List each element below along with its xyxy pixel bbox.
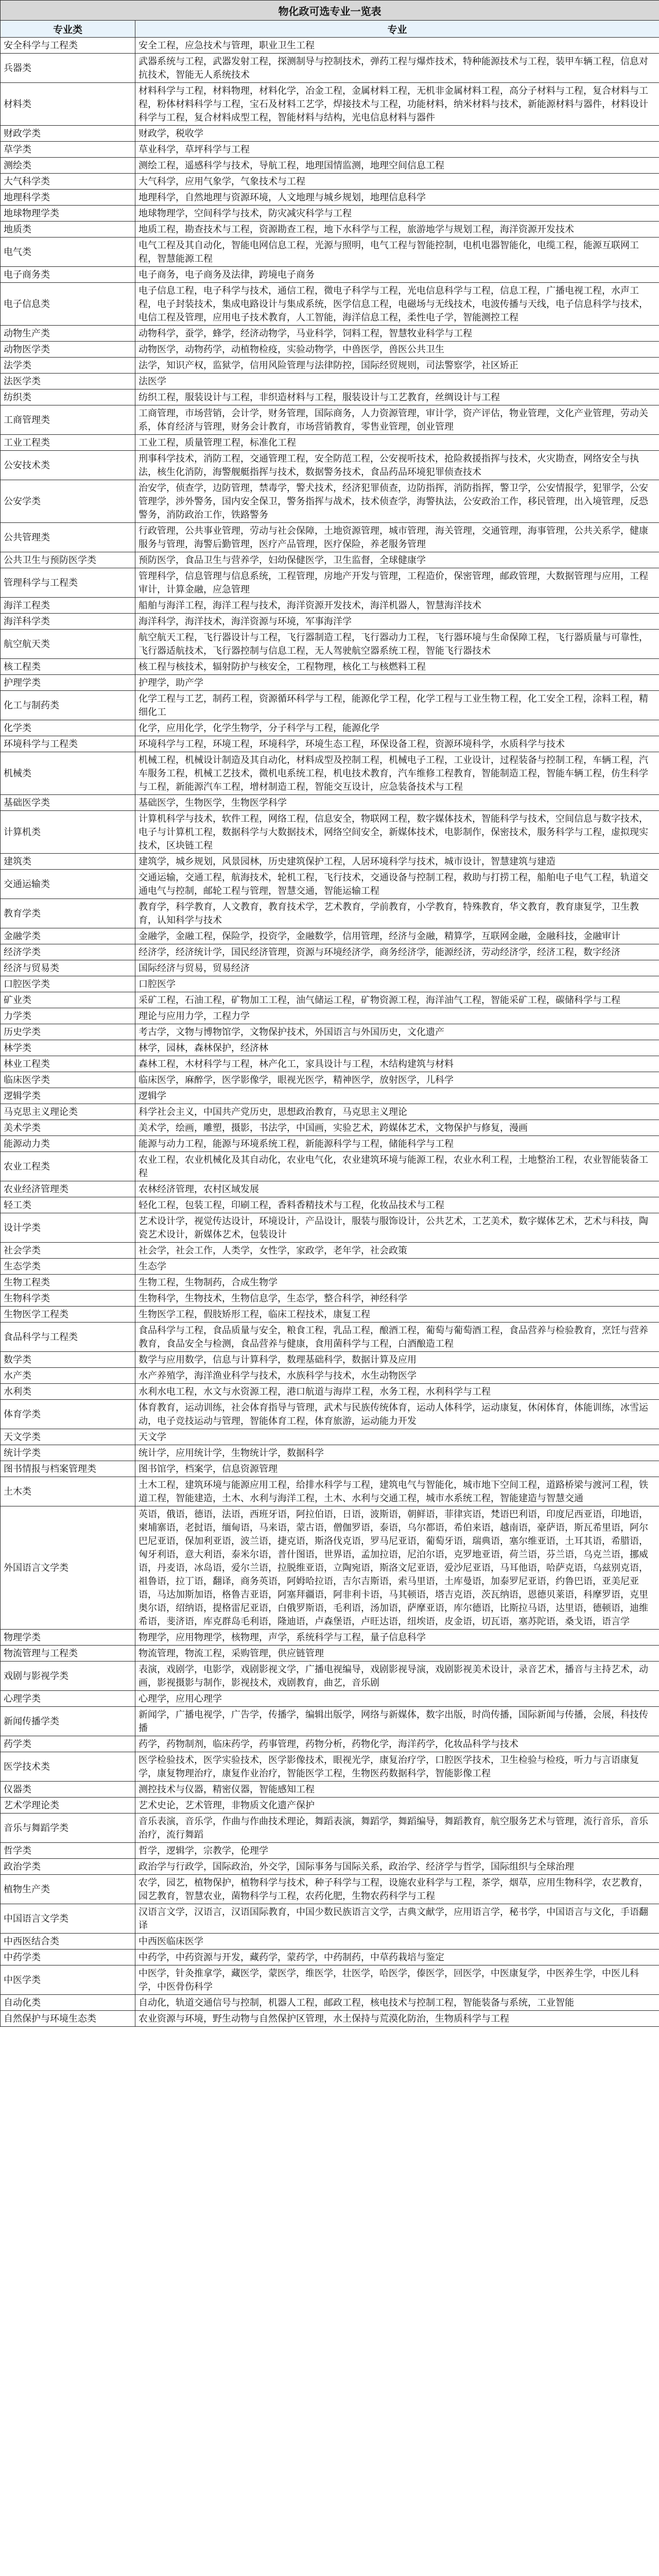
majors-cell: 机械工程，机械设计制造及其自动化，材料成型及控制工程，机械电子工程，工业设计，过程装备与控制工程，车辆工程，汽车服务工程，机械工艺技术，微机电系统工程，机电技术教育，汽车维修工程教育，智能制造工程，智能车辆工程，仿生科学与工程，新能源汽车工程，增材制造工程，智能交互设计，应急装备技术与工程 (135, 752, 659, 795)
majors-cell: 国际经济与贸易，贸易经济 (135, 960, 659, 976)
majors-cell: 财政学，税收学 (135, 126, 659, 142)
table-row (1, 451, 659, 480)
majors-cell: 环境科学与工程，环境工程，环境科学，环境生态工程，环保设备工程，资源环境科学，水质科学与技术 (135, 736, 659, 752)
table-row (1, 126, 659, 142)
category-cell: 地球物理学类 (1, 206, 135, 222)
majors-cell: 计算机科学与技术，软件工程，网络工程，信息安全，物联网工程，数字媒体技术，智能科学与技术，空间信息与数字技术，电子与计算机工程，数据科学与大数据技术，网络空间安全，新媒体技术，电影制作，保密技术，服务科学与工程，虚拟现实技术，区块链工程 (135, 811, 659, 854)
majors-cell: 农林经济管理，农村区域发展 (135, 1181, 659, 1197)
category-cell: 政治学类 (1, 1859, 135, 1875)
majors-cell: 治安学，侦查学，边防管理，禁毒学，警犬技术，经济犯罪侦查，边防指挥，消防指挥，警卫学，公安情报学，犯罪学，公安管理学，涉外警务，国内安全保卫，警务指挥与战术，技术侦查学，海警执法，公安政治工作，移民管理，出入境管理，反恐警务，消防政治工作，铁路警务 (135, 480, 659, 523)
majors-cell: 法学，知识产权，监狱学，信用风险管理与法律防控，国际经贸规则，司法警察学，社区矫正 (135, 358, 659, 374)
table-row (1, 1008, 659, 1024)
table-row (1, 1707, 659, 1736)
table-body (1, 38, 659, 2027)
majors-cell: 行政管理，公共事业管理，劳动与社会保障，土地资源管理，城市管理，海关管理，交通管理，海事管理，公共关系学，健康服务与管理，海警后勤管理，医疗产品管理，医疗保险，养老服务管理 (135, 523, 659, 552)
category-cell: 经济与贸易类 (1, 960, 135, 976)
header-row (1, 21, 659, 38)
category-cell: 社会学类 (1, 1243, 135, 1259)
table-row (1, 736, 659, 752)
table-row (1, 158, 659, 174)
category-cell: 临床医学类 (1, 1072, 135, 1088)
majors-cell: 中西医临床医学 (135, 1934, 659, 1950)
table-title: 物化政可选专业一览表 (1, 1, 659, 21)
majors-cell: 中医学，针灸推拿学，藏医学，蒙医学，维医学，壮医学，哈医学，傣医学，回医学，中医康复学，中医养生学，中医儿科学，中医骨伤科学 (135, 1965, 659, 1995)
table-row (1, 870, 659, 899)
majors-cell: 生物工程，生物制药，合成生物学 (135, 1275, 659, 1291)
category-cell: 逻辑学类 (1, 1088, 135, 1104)
majors-cell: 护理学，助产学 (135, 675, 659, 691)
table-row (1, 174, 659, 190)
category-cell: 农业工程类 (1, 1152, 135, 1181)
majors-cell: 化学，应用化学，化学生物学，分子科学与工程，能源化学 (135, 720, 659, 736)
majors-cell: 地质工程，勘查技术与工程，资源勘查工程，地下水科学与工程，旅游地学与规划工程，海洋资源开发技术 (135, 222, 659, 238)
header-category: 专业类 (1, 21, 135, 38)
majors-cell: 心理学，应用心理学 (135, 1691, 659, 1707)
table-row (1, 1243, 659, 1259)
majors-cell: 动物科学，蚕学，蜂学，经济动物学，马业科学，饲料工程，智慧牧业科学与工程 (135, 326, 659, 342)
category-cell: 电子商务类 (1, 267, 135, 283)
majors-cell: 地理科学，自然地理与资源环境，人文地理与城乡规划，地理信息科学 (135, 190, 659, 206)
majors-cell: 经济学，经济统计学，国民经济管理，资源与环境经济学，商务经济学，能源经济，劳动经济学，经济工程，数字经济 (135, 944, 659, 960)
table-row (1, 1934, 659, 1950)
category-cell: 自然保护与环境生态类 (1, 2011, 135, 2027)
table-row (1, 811, 659, 854)
table-row (1, 1323, 659, 1352)
table-row (1, 1662, 659, 1691)
category-cell: 仪器类 (1, 1782, 135, 1798)
table-row (1, 944, 659, 960)
category-cell: 设计学类 (1, 1213, 135, 1243)
majors-cell: 林学，园林，森林保护，经济林 (135, 1040, 659, 1056)
majors-cell: 美术学，绘画，雕塑，摄影，书法学，中国画，实验艺术，跨媒体艺术，文物保护与修复，漫画 (135, 1120, 659, 1136)
category-cell: 能源动力类 (1, 1136, 135, 1152)
majors-cell: 政治学与行政学，国际政治，外交学，国际事务与国际关系，政治学、经济学与哲学，国际组织与全球治理 (135, 1859, 659, 1875)
table-row (1, 752, 659, 795)
table-row (1, 54, 659, 83)
majors-cell: 化学工程与工艺，制药工程，资源循环科学与工程，能源化学工程，化学工程与工业生物工程，化工安全工程，涂料工程，精细化工 (135, 691, 659, 720)
majors-cell: 船舶与海洋工程，海洋工程与技术，海洋资源开发技术，海洋机器人，智慧海洋技术 (135, 598, 659, 614)
table-row (1, 1965, 659, 1995)
table-row (1, 1782, 659, 1798)
majors-cell: 表演，戏剧学，电影学，戏剧影视文学，广播电视编导，戏剧影视导演，戏剧影视美术设计，录音艺术，播音与主持艺术，动画，影视摄影与制作，影视技术，戏剧教育，曲艺，音乐剧 (135, 1662, 659, 1691)
majors-cell: 数学与应用数学，信息与计算科学，数理基础科学，数据计算及应用 (135, 1352, 659, 1368)
majors-cell: 汉语言文学，汉语言，汉语国际教育，中国少数民族语言文学，古典文献学，应用语言学，秘书学，中国语言与文化，手语翻译 (135, 1904, 659, 1934)
table-row (1, 1477, 659, 1506)
majors-cell: 建筑学，城乡规划，风景园林，历史建筑保护工程，人居环境科学与技术，城市设计，智慧建筑与建造 (135, 854, 659, 870)
majors-cell: 自动化，轨道交通信号与控制，机器人工程，邮政工程，核电技术与控制工程，智能装备与系统，工业智能 (135, 1995, 659, 2011)
table-row (1, 1904, 659, 1934)
category-cell: 财政学类 (1, 126, 135, 142)
category-cell: 心理学类 (1, 1691, 135, 1707)
majors-cell: 草业科学，草坪科学与工程 (135, 142, 659, 158)
category-cell: 海洋工程类 (1, 598, 135, 614)
table-row (1, 960, 659, 976)
category-cell: 轻工类 (1, 1197, 135, 1213)
majors-cell: 口腔医学 (135, 976, 659, 992)
majors-cell: 英语，俄语，德语，法语，西班牙语，阿拉伯语，日语，波斯语，朝鲜语，菲律宾语，梵语巴利语，印度尼西亚语，印地语，柬埔寨语，老挝语，缅甸语，马来语，蒙古语，僧伽罗语，泰语，乌尔都语，希伯来语，越南语，豪萨语，斯瓦希里语，阿尔巴尼亚语，保加利亚语，波兰语，捷克语，斯洛伐克语，罗马尼亚语，葡萄牙语，瑞典语，塞尔维亚语，土耳其语，希腊语，匈牙利语，意大利语，泰米尔语，普什图语，世界语，孟加拉语，尼泊尔语，克罗地亚语，荷兰语，芬兰语，乌克兰语，挪威语，丹麦语，冰岛语，爱尔兰语，拉脱维亚语，立陶宛语，斯洛文尼亚语，爱沙尼亚语，马耳他语，哈萨克语，乌兹别克语，祖鲁语，拉丁语，翻译，商务英语，阿姆哈拉语，吉尔吉斯语，索马里语，土库曼语，加泰罗尼亚语，约鲁巴语，亚美尼亚语，马达加斯加语，格鲁吉亚语，阿塞拜疆语，阿非利卡语，马其顿语，塔吉克语，茨瓦纳语，恩德贝莱语，科摩罗语，克里奥尔语，绍纳语，提格雷尼亚语，白俄罗斯语，毛利语，汤加语，萨摩亚语，库尔德语，比斯拉马语，达里语，德顿语，迪维希语，斐济语，库克群岛毛利语，隆迪语，卢森堡语，卢旺达语，纽埃语，皮金语，切瓦语，塞苏陀语，桑戈语，语言学 (135, 1506, 659, 1630)
title-row (1, 1, 659, 21)
table-row (1, 1120, 659, 1136)
category-cell: 口腔医学类 (1, 976, 135, 992)
category-cell: 公安技术类 (1, 451, 135, 480)
category-cell: 生物工程类 (1, 1275, 135, 1291)
category-cell: 护理学类 (1, 675, 135, 691)
majors-cell: 森林工程，木材科学与工程，林产化工，家具设计与工程，木结构建筑与材料 (135, 1056, 659, 1072)
table-row (1, 1859, 659, 1875)
category-cell: 计算机类 (1, 811, 135, 854)
majors-cell: 生态学 (135, 1259, 659, 1275)
category-cell: 大气科学类 (1, 174, 135, 190)
table-row (1, 1197, 659, 1213)
table-row (1, 552, 659, 568)
category-cell: 兵器类 (1, 54, 135, 83)
category-cell: 地理科学类 (1, 190, 135, 206)
category-cell: 生态学类 (1, 1259, 135, 1275)
majors-cell: 逻辑学 (135, 1088, 659, 1104)
category-cell: 物理学类 (1, 1630, 135, 1646)
majors-cell: 基础医学，生物医学，生物医学科学 (135, 795, 659, 811)
majors-cell: 农学，园艺，植物保护，植物科学与技术，种子科学与工程，设施农业科学与工程，茶学，烟草，应用生物科学，农艺教育，园艺教育，智慧农业，菌物科学与工程，农药化肥，生物农药科学与工程 (135, 1875, 659, 1904)
majors-cell: 哲学，逻辑学，宗教学，伦理学 (135, 1843, 659, 1859)
category-cell: 法学类 (1, 358, 135, 374)
category-cell: 医学技术类 (1, 1752, 135, 1782)
majors-cell: 刑事科学技术，消防工程，交通管理工程，安全防范工程，公安视听技术，抢险救援指挥与技术，火灾勘查，网络安全与执法，核生化消防，海警舰艇指挥与技术，数据警务技术，食品药品环境犯罪侦查技术 (135, 451, 659, 480)
table-row (1, 568, 659, 598)
table-row (1, 83, 659, 126)
table-row (1, 1056, 659, 1072)
table-row (1, 1400, 659, 1429)
table-row (1, 1445, 659, 1461)
category-cell: 戏剧与影视学类 (1, 1662, 135, 1691)
category-cell: 中国语言文学类 (1, 1904, 135, 1934)
table-row (1, 238, 659, 267)
category-cell: 美术学类 (1, 1120, 135, 1136)
table-row (1, 523, 659, 552)
table-row (1, 1291, 659, 1307)
table-row (1, 854, 659, 870)
majors-cell: 测绘工程，遥感科学与技术，导航工程，地理国情监测，地理空间信息工程 (135, 158, 659, 174)
table-row (1, 1136, 659, 1152)
category-cell: 地质类 (1, 222, 135, 238)
table-row (1, 1506, 659, 1630)
category-cell: 金融学类 (1, 928, 135, 944)
majors-cell: 艺术设计学，视觉传达设计，环境设计，产品设计，服装与服饰设计，公共艺术，工艺美术，数字媒体艺术，艺术与科技，陶瓷艺术设计，新媒体艺术，包装设计 (135, 1213, 659, 1243)
table-row (1, 1259, 659, 1275)
category-cell: 建筑类 (1, 854, 135, 870)
majors-cell: 电子商务，电子商务及法律，跨境电子商务 (135, 267, 659, 283)
table-row (1, 1072, 659, 1088)
majors-cell: 考古学，文物与博物馆学，文物保护技术，外国语言与外国历史，文化遗产 (135, 1024, 659, 1040)
category-cell: 土木类 (1, 1477, 135, 1506)
table-row (1, 1152, 659, 1181)
table-row (1, 1384, 659, 1400)
majors-cell: 能源与动力工程，能源与环境系统工程，新能源科学与工程，储能科学与工程 (135, 1136, 659, 1152)
category-cell: 动物医学类 (1, 342, 135, 358)
majors-cell: 安全工程，应急技术与管理，职业卫生工程 (135, 38, 659, 54)
category-cell: 电子信息类 (1, 283, 135, 326)
majors-cell: 临床医学，麻醉学，医学影像学，眼视光医学，精神医学，放射医学，儿科学 (135, 1072, 659, 1088)
category-cell: 经济学类 (1, 944, 135, 960)
majors-cell: 新闻学，广播电视学，广告学，传播学，编辑出版学，网络与新媒体，数字出版，时尚传播，国际新闻与传播，会展，科技传播 (135, 1707, 659, 1736)
table-row (1, 1736, 659, 1752)
majors-cell: 管理科学，信息管理与信息系统，工程管理，房地产开发与管理，工程造价，保密管理，邮政管理，大数据管理与应用，工程审计，计算金融，应急管理 (135, 568, 659, 598)
majors-cell: 音乐表演，音乐学，作曲与作曲技术理论，舞蹈表演，舞蹈学，舞蹈编导，舞蹈教育，航空服务艺术与管理，流行音乐，音乐治疗，流行舞蹈 (135, 1814, 659, 1843)
table-row (1, 1995, 659, 2011)
table-row (1, 326, 659, 342)
category-cell: 电气类 (1, 238, 135, 267)
category-cell: 化工与制药类 (1, 691, 135, 720)
category-cell: 力学类 (1, 1008, 135, 1024)
table-row (1, 691, 659, 720)
category-cell: 农业经济管理类 (1, 1181, 135, 1197)
majors-cell: 统计学，应用统计学，生物统计学，数据科学 (135, 1445, 659, 1461)
category-cell: 新闻传播学类 (1, 1707, 135, 1736)
table-row (1, 1752, 659, 1782)
category-cell: 艺术学理论类 (1, 1798, 135, 1814)
category-cell: 法医学类 (1, 374, 135, 389)
category-cell: 食品科学与工程类 (1, 1323, 135, 1352)
table-row (1, 435, 659, 451)
category-cell: 体育学类 (1, 1400, 135, 1429)
table-row (1, 1630, 659, 1646)
majors-cell: 物流管理，物流工程，采购管理，供应链管理 (135, 1646, 659, 1662)
majors-cell: 食品科学与工程，食品质量与安全，粮食工程，乳品工程，酿酒工程，葡萄与葡萄酒工程，食品营养与检验教育，烹饪与营养教育，食品安全与检测，食品营养与健康，食用菌科学与工程，白酒酿造工程 (135, 1323, 659, 1352)
table-row (1, 1461, 659, 1477)
table-row (1, 222, 659, 238)
majors-cell: 土木工程，建筑环境与能源应用工程，给排水科学与工程，建筑电气与智能化，城市地下空间工程，道路桥梁与渡河工程，铁道工程，智能建造，土木、水利与海洋工程，土木、水利与交通工程，城市水系统工程，智能建造与智慧交通 (135, 1477, 659, 1506)
table-row (1, 1213, 659, 1243)
category-cell: 植物生产类 (1, 1875, 135, 1904)
category-cell: 交通运输类 (1, 870, 135, 899)
category-cell: 生物医学工程类 (1, 1307, 135, 1323)
category-cell: 矿业类 (1, 992, 135, 1008)
table-row (1, 1798, 659, 1814)
header-majors: 专业 (135, 21, 659, 38)
table-row (1, 630, 659, 659)
majors-cell: 采矿工程，石油工程，矿物加工工程，油气储运工程，矿物资源工程，海洋油气工程，智能采矿工程，碳储科学与工程 (135, 992, 659, 1008)
table-row (1, 1814, 659, 1843)
majors-cell: 纺织工程，服装设计与工程，非织造材料与工程，服装设计与工艺教育，丝绸设计与工程 (135, 389, 659, 405)
category-cell: 数学类 (1, 1352, 135, 1368)
table-row (1, 1040, 659, 1056)
majors-cell: 轻化工程，包装工程，印刷工程，香料香精技术与工程，化妆品技术与工程 (135, 1197, 659, 1213)
category-cell: 物流管理与工程类 (1, 1646, 135, 1662)
table-row (1, 1691, 659, 1707)
majors-cell: 药学，药物制剂，临床药学，药事管理，药物分析，药物化学，海洋药学，化妆品科学与技术 (135, 1736, 659, 1752)
category-cell: 中医学类 (1, 1965, 135, 1995)
category-cell: 水利类 (1, 1384, 135, 1400)
category-cell: 工业工程类 (1, 435, 135, 451)
majors-cell: 理论与应用力学，工程力学 (135, 1008, 659, 1024)
table-row (1, 142, 659, 158)
category-cell: 统计学类 (1, 1445, 135, 1461)
category-cell: 历史学类 (1, 1024, 135, 1040)
category-cell: 公共管理类 (1, 523, 135, 552)
category-cell: 材料类 (1, 83, 135, 126)
category-cell: 公共卫生与预防医学类 (1, 552, 135, 568)
table-row (1, 342, 659, 358)
majors-cell: 交通运输，交通工程，航海技术，轮机工程，飞行技术，交通设备与控制工程，救助与打捞工程，船舶电子电气工程，轨道交通电气与控制，邮轮工程与管理，智慧交通，智能运输工程 (135, 870, 659, 899)
table-row (1, 267, 659, 283)
category-cell: 草学类 (1, 142, 135, 158)
majors-cell: 生物医学工程，假肢矫形工程，临床工程技术，康复工程 (135, 1307, 659, 1323)
category-cell: 测绘类 (1, 158, 135, 174)
category-cell: 工商管理类 (1, 405, 135, 435)
table-row (1, 1843, 659, 1859)
table-row (1, 1181, 659, 1197)
majors-cell: 预防医学，食品卫生与营养学，妇幼保健医学，卫生监督，全球健康学 (135, 552, 659, 568)
majors-cell: 水利水电工程，水文与水资源工程，港口航道与海岸工程，水务工程，水利科学与工程 (135, 1384, 659, 1400)
category-cell: 林业工程类 (1, 1056, 135, 1072)
table-row (1, 1368, 659, 1384)
majors-cell: 生物科学，生物技术，生物信息学，生态学，整合科学，神经科学 (135, 1291, 659, 1307)
table-row (1, 992, 659, 1008)
table-row (1, 598, 659, 614)
category-cell: 动物生产类 (1, 326, 135, 342)
category-cell: 化学类 (1, 720, 135, 736)
category-cell: 外国语言文学类 (1, 1506, 135, 1630)
majors-cell: 工商管理，市场营销，会计学，财务管理，国际商务，人力资源管理，审计学，资产评估，物业管理，文化产业管理，劳动关系，体育经济与管理，财务会计教育，市场营销教育，零售业管理，创业管理 (135, 405, 659, 435)
table-row (1, 283, 659, 326)
table-row (1, 899, 659, 928)
table-row (1, 1275, 659, 1291)
majors-cell: 法医学 (135, 374, 659, 389)
table-row (1, 1352, 659, 1368)
category-cell: 天文学类 (1, 1429, 135, 1445)
category-cell: 教育学类 (1, 899, 135, 928)
table-row (1, 976, 659, 992)
majors-cell: 艺术史论，艺术管理，非物质文化遗产保护 (135, 1798, 659, 1814)
category-cell: 海洋科学类 (1, 614, 135, 630)
majors-cell: 体育教育，运动训练，社会体育指导与管理，武术与民族传统体育，运动人体科学，运动康复，休闲体育，体能训练，冰雪运动，电子竞技运动与管理，智能体育工程，体育旅游，运动能力开发 (135, 1400, 659, 1429)
table-row (1, 675, 659, 691)
category-cell: 药学类 (1, 1736, 135, 1752)
table-row (1, 480, 659, 523)
category-cell: 生物科学类 (1, 1291, 135, 1307)
majors-cell: 测控技术与仪器，精密仪器，智能感知工程 (135, 1782, 659, 1798)
majors-cell: 医学检验技术，医学实验技术，医学影像技术，眼视光学，康复治疗学，口腔医学技术，卫生检验与检疫，听力与言语康复学，康复物理治疗，康复作业治疗，智能医学工程，生物医药数据科学，智能影像工程 (135, 1752, 659, 1782)
majors-cell: 大气科学，应用气象学，气象技术与工程 (135, 174, 659, 190)
category-cell: 机械类 (1, 752, 135, 795)
majors-cell: 武器系统与工程，武器发射工程，探测制导与控制技术，弹药工程与爆炸技术，特种能源技术与工程，装甲车辆工程，信息对抗技术，智能无人系统技术 (135, 54, 659, 83)
table-row (1, 1104, 659, 1120)
table-row (1, 405, 659, 435)
majors-cell: 水产养殖学，海洋渔业科学与技术，水族科学与技术，水生动物医学 (135, 1368, 659, 1384)
majors-cell: 核工程与核技术，辐射防护与核安全，工程物理，核化工与核燃料工程 (135, 659, 659, 675)
category-cell: 公安学类 (1, 480, 135, 523)
majors-cell: 中药学，中药资源与开发，藏药学，蒙药学，中药制药，中草药栽培与鉴定 (135, 1950, 659, 1965)
table-row (1, 206, 659, 222)
category-cell: 哲学类 (1, 1843, 135, 1859)
table-row (1, 358, 659, 374)
table-row (1, 659, 659, 675)
table-row (1, 1307, 659, 1323)
table-row (1, 720, 659, 736)
majors-cell: 金融学，金融工程，保险学，投资学，金融数学，信用管理，经济与金融，精算学，互联网金融，金融科技，金融审计 (135, 928, 659, 944)
majors-cell: 农业工程，农业机械化及其自动化，农业电气化，农业建筑环境与能源工程，农业水利工程，土地整治工程，农业智能装备工程 (135, 1152, 659, 1181)
category-cell: 纺织类 (1, 389, 135, 405)
category-cell: 核工程类 (1, 659, 135, 675)
majors-cell: 天文学 (135, 1429, 659, 1445)
table-row (1, 1646, 659, 1662)
majors-cell: 农业资源与环境，野生动物与自然保护区管理，水土保持与荒漠化防治，生物质科学与工程 (135, 2011, 659, 2027)
majors-cell: 电气工程及其自动化，智能电网信息工程，光源与照明，电气工程与智能控制，电机电器智能化，电缆工程，能源互联网工程，智慧能源工程 (135, 238, 659, 267)
majors-cell: 图书馆学，档案学，信息资源管理 (135, 1461, 659, 1477)
table-row (1, 614, 659, 630)
table-row (1, 190, 659, 206)
table-row (1, 1875, 659, 1904)
majors-cell: 工业工程，质量管理工程，标准化工程 (135, 435, 659, 451)
table-row (1, 795, 659, 811)
category-cell: 中药学类 (1, 1950, 135, 1965)
majors-cell: 电子信息工程，电子科学与技术，通信工程，微电子科学与工程，光电信息科学与工程，信息工程，广播电视工程，水声工程，电子封装技术，集成电路设计与集成系统，医学信息工程，电磁场与无线技术，电波传播与天线，电子信息科学与技术，电信工程及管理，应用电子技术教育，人工智能，海洋信息工程，柔性电子学，智能测控工程 (135, 283, 659, 326)
table-row (1, 1950, 659, 1965)
category-cell: 音乐与舞蹈学类 (1, 1814, 135, 1843)
table-row (1, 374, 659, 389)
category-cell: 管理科学与工程类 (1, 568, 135, 598)
table-row (1, 1024, 659, 1040)
category-cell: 图书情报与档案管理类 (1, 1461, 135, 1477)
table-row (1, 1429, 659, 1445)
majors-cell: 海洋科学，海洋技术，海洋资源与环境，军事海洋学 (135, 614, 659, 630)
category-cell: 基础医学类 (1, 795, 135, 811)
category-cell: 自动化类 (1, 1995, 135, 2011)
category-cell: 环境科学与工程类 (1, 736, 135, 752)
table-row (1, 1088, 659, 1104)
category-cell: 林学类 (1, 1040, 135, 1056)
majors-cell: 教育学，科学教育，人文教育，教育技术学，艺术教育，学前教育，小学教育，特殊教育，华文教育，教育康复学，卫生教育，认知科学与技术 (135, 899, 659, 928)
category-cell: 安全科学与工程类 (1, 38, 135, 54)
majors-cell: 社会学，社会工作，人类学，女性学，家政学，老年学，社会政策 (135, 1243, 659, 1259)
category-cell: 中西医结合类 (1, 1934, 135, 1950)
majors-cell: 动物医学，动物药学，动植物检疫，实验动物学，中兽医学，兽医公共卫生 (135, 342, 659, 358)
category-cell: 马克思主义理论类 (1, 1104, 135, 1120)
majors-cell: 材料科学与工程，材料物理，材料化学，冶金工程，金属材料工程，无机非金属材料工程，高分子材料与工程，复合材料与工程，粉体材料科学与工程，宝石及材料工艺学，焊接技术与工程，功能材料，纳米材料与技术，新能源材料与器件，材料设计科学与工程，复合材料成型工程，智能材料与结构，光电信息材料与器件 (135, 83, 659, 126)
majors-cell: 地球物理学，空间科学与技术，防灾减灾科学与工程 (135, 206, 659, 222)
category-cell: 水产类 (1, 1368, 135, 1384)
table-row (1, 389, 659, 405)
table-row (1, 2011, 659, 2027)
majors-cell: 航空航天工程，飞行器设计与工程，飞行器制造工程，飞行器动力工程，飞行器环境与生命保障工程，飞行器质量与可靠性，飞行器适航技术，飞行器控制与信息工程，无人驾驶航空器系统工程，智能飞行器技术 (135, 630, 659, 659)
category-cell: 航空航天类 (1, 630, 135, 659)
majors-cell: 物理学，应用物理学，核物理，声学，系统科学与工程，量子信息科学 (135, 1630, 659, 1646)
table-row (1, 38, 659, 54)
table-row (1, 928, 659, 944)
majors-cell: 科学社会主义，中国共产党历史，思想政治教育，马克思主义理论 (135, 1104, 659, 1120)
